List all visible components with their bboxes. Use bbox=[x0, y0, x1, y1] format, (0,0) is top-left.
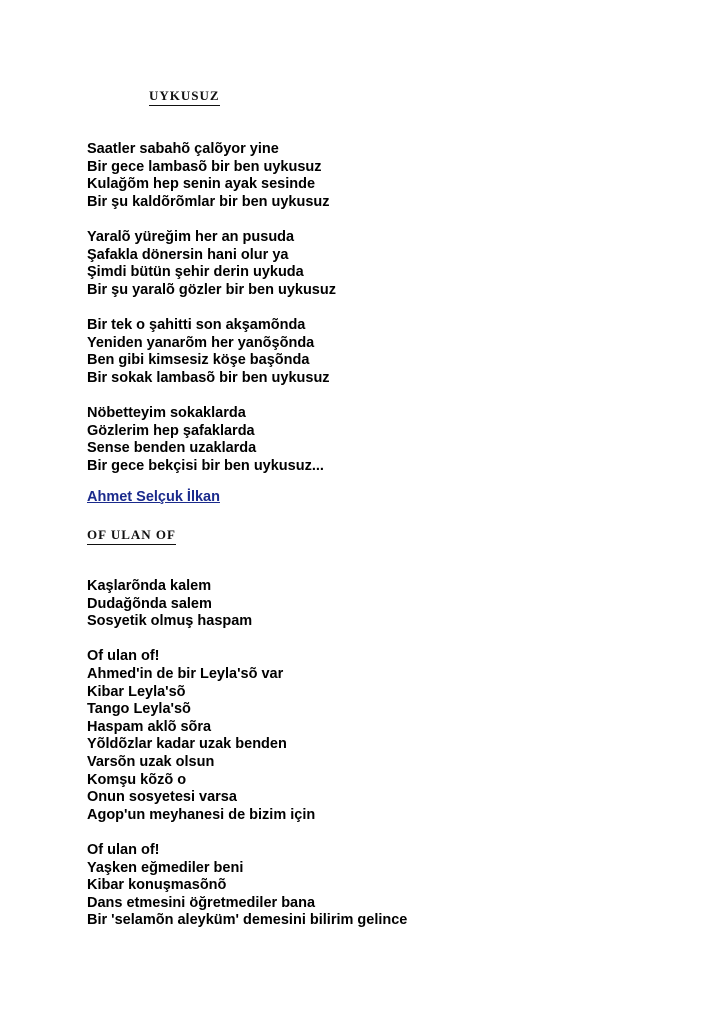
poem-line: Ben gibi kimsesiz köşe başõnda bbox=[87, 352, 310, 369]
poem-line: Bir şu yaralõ gözler bir ben uykusuz bbox=[87, 281, 336, 298]
poem-line: Şafakla dönersin hani olur ya bbox=[87, 246, 289, 263]
poem-line: Dudağõnda salem bbox=[87, 595, 212, 612]
stanza bbox=[87, 648, 407, 824]
poem-line: Kibar Leyla'sõ bbox=[87, 683, 186, 700]
poem-line: Of ulan of! bbox=[87, 648, 160, 665]
poem-line: Kaşlarõnda kalem bbox=[87, 578, 212, 594]
poem-line: Bir şu kaldõrõmlar bir ben uykusuz bbox=[87, 193, 330, 210]
poem-line: Yaşken eğmediler beni bbox=[87, 859, 244, 876]
stanza bbox=[87, 578, 407, 631]
stanza bbox=[87, 229, 336, 299]
poem-line: Bir gece lambasõ bir ben uykusuz bbox=[87, 158, 322, 175]
stanza bbox=[87, 141, 336, 211]
poem-body-uykusuz bbox=[87, 141, 336, 475]
poem-line: Dans etmesini öğretmediler bana bbox=[87, 894, 316, 911]
poem-line: Agop'un meyhanesi de bizim için bbox=[87, 806, 316, 823]
poem-line: Gözlerim hep şafaklarda bbox=[87, 422, 255, 439]
poem-title-uykusuz: UYKUSUZ bbox=[149, 88, 220, 106]
poem-line: Yeniden yanarõm her yanõşõnda bbox=[87, 334, 315, 351]
poem-line: Kulağõm hep senin ayak sesinde bbox=[87, 176, 316, 193]
poem-line: Haspam aklõ sõra bbox=[87, 718, 212, 735]
stanza bbox=[87, 405, 336, 475]
poem-title-of-ulan-of: OF ULAN OF bbox=[87, 527, 176, 545]
poem-line: Bir 'selamõn aleyküm' demesini bilirim gelince bbox=[87, 912, 408, 929]
stanza bbox=[87, 317, 336, 387]
poem-line: Bir tek o şahitti son akşamõnda bbox=[87, 316, 306, 333]
poem-line: Sosyetik olmuş haspam bbox=[87, 613, 253, 630]
poem-line: Komşu kõzõ o bbox=[87, 771, 187, 788]
poem-line: Saatler sabahõ çalõyor yine bbox=[87, 141, 279, 157]
poem-line: Onun sosyetesi varsa bbox=[87, 789, 237, 806]
poem-body-of-ulan-of bbox=[87, 578, 407, 930]
poem-line: Kibar konuşmasõnõ bbox=[87, 877, 227, 894]
poem-line: Bir gece bekçisi bir ben uykusuz... bbox=[87, 457, 324, 474]
poem-line: Yaralõ yüreğim her an pusuda bbox=[87, 228, 295, 245]
poem-line: Yõldõzlar kadar uzak benden bbox=[87, 736, 287, 753]
poem-line: Ahmed'in de bir Leyla'sõ var bbox=[87, 665, 284, 682]
poem-line: Bir sokak lambasõ bir ben uykusuz bbox=[87, 369, 330, 386]
poem-line: Varsõn uzak olsun bbox=[87, 753, 215, 770]
poem-line: Tango Leyla'sõ bbox=[87, 701, 191, 718]
poem-line: Sense benden uzaklarda bbox=[87, 440, 257, 457]
poem-line: Şimdi bütün şehir derin uykuda bbox=[87, 264, 304, 281]
poem-line: Nöbetteyim sokaklarda bbox=[87, 404, 246, 421]
author-link[interactable]: Ahmet Selçuk İlkan bbox=[87, 489, 220, 505]
stanza bbox=[87, 842, 407, 930]
poem-line: Of ulan of! bbox=[87, 841, 160, 858]
